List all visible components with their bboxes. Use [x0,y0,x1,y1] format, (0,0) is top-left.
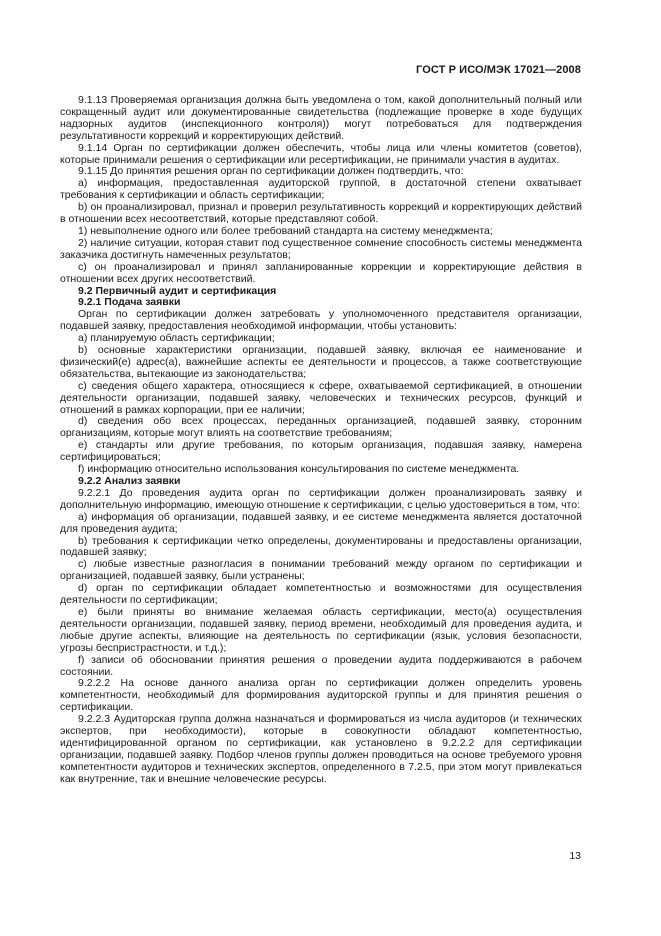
list-item: b) основные характеристики организации, подавшей заявку, включая ее наименование и физический(е) адрес(а), важнейшие аспекты ее деятельности и процессов, а также соответствующие обязательства, вытекающие из законодательства; [60,344,582,380]
paragraph: Орган по сертификации должен затребовать у уполномоченного представителя организации, подавшей заявку, предоставления необходимой информации, чтобы установить: [60,308,582,333]
list-item: d) сведения обо всех процессах, переданных организацией, подавшей заявку, сторонним организациям, которые могут влиять на соответствие требованиям; [60,415,582,440]
list-item: a) информация, предоставленная аудиторской группой, в достаточной степени охватывает требования к сертификации и область сертификации; [60,177,582,202]
list-item: b) требования к сертификации четко определены, документированы и предоставлены организации, подавшей заявку; [60,534,582,559]
list-item: c) любые известные разногласия в понимании требований между органом по сертификации и организацией, подавшей заявку, были устранены; [60,558,582,583]
body-text [60,95,582,786]
clause-9-1-13: 9.1.13 Проверяемая организация должна быть уведомлена о том, какой дополнительный полный или сокращенный аудит или документированные свидетельства (подлежащие проверке в ходе будущих надзорных аудитов (инспекционного контроля)) могут потребоваться для подтверждения результативности коррекций и корректирующих действий. [60,94,582,142]
clause-9-1-14: 9.1.14 Орган по сертификации должен обеспечить, чтобы лица или члены комитетов (советов), которые принимали решения о сертификации или ресертификации, не принимали участия в аудитах. [60,141,582,166]
clause-9-2-2-3: 9.2.2.3 Аудиторская группа должна назначаться и формироваться из числа аудиторов (и технических экспертов, при необходимости), которые в совокупности обладают компетентностью, идентифицированной органом по сертификации, как установлено в 9.2.2.2 для сертификации организации, подавшей заявку. Подбор членов группы должен проводиться на основе требуемого уровня компетентности аудиторов и технических экспертов, определенного в 7.2.5, при этом могут привлекаться как внутренние, так и внешние человеческие ресурсы. [60,713,582,785]
section-heading-9-2-1: 9.2.1 Подача заявки [78,296,181,309]
document-header: ГОСТ Р ИСО/МЭК 17021—2008 [416,64,581,76]
section-heading-9-2-2: 9.2.2 Анализ заявки [78,475,181,487]
clause-9-1-15: 9.1.15 До принятия решения орган по сертификации должен подтвердить, что: [78,165,464,178]
list-item: a) информация об организации, подавшей заявку, и ее системе менеджмента является достаточной для проведения аудита; [60,510,582,535]
list-item: c) он проанализировал и принял запланированные коррекции и корректирующие действия в отношении всех других несоответствий. [60,260,582,285]
list-item: f) информацию относительно использования консультирования по системе менеджмента. [78,463,520,476]
list-item: 2) наличие ситуации, которая ставит под существенное сомнение способность системы менеджмента заказчика достигнуть намеченных результатов; [60,236,582,261]
clause-9-2-2-2: 9.2.2.2 На основе данного анализа орган по сертификации должен определить уровень компетентности, необходимый для формирования аудиторской группы и для принятия решения о сертификации. [60,677,582,714]
list-item: e) стандарты или другие требования, по которым организация, подавшая заявку, намерена сертифицироваться; [60,439,582,464]
list-item: f) записи об обосновании принятия решения о проведении аудита поддерживаются в рабочем состоянии. [60,653,582,678]
list-item: b) он проанализировал, признал и проверил результативность коррекций и корректирующих действий в отношении всех несоответствий, которые представляют собой. [60,201,582,226]
section-heading-9-2: 9.2 Первичный аудит и сертификация [78,284,277,297]
list-item: d) орган по сертификации обладает компетентностью и возможностями для осуществления деятельности по сертификации; [60,582,582,607]
list-item: e) были приняты во внимание желаемая область сертификации, место(а) осуществления деятельности организации, подавшей заявку, период времени, необходимый для проведения аудита, и любые другие аспекты, влияющие на деятельность по сертификации (язык, условия безопасности, угрозы беспристрастности, и т.д.); [60,605,582,654]
list-item: a) планируемую область сертификации; [78,332,275,345]
clause-9-2-2-1: 9.2.2.1 До проведения аудита орган по сертификации должен проанализировать заявку и дополнительную информацию, имеющую отношение к сертификации, с целью удостовериться в том, что: [60,486,582,511]
list-item: 1) невыполнение одного или более требований стандарта на систему менеджмента; [78,224,493,237]
list-item: c) сведения общего характера, относящиеся к сфере, охватываемой сертификацией, в отношении деятельности организации, подавшей заявку, человеческих и технических ресурсов, функций и отношений в рамках корпорации, при ее наличии; [60,379,582,416]
page-number: 13 [569,850,581,862]
